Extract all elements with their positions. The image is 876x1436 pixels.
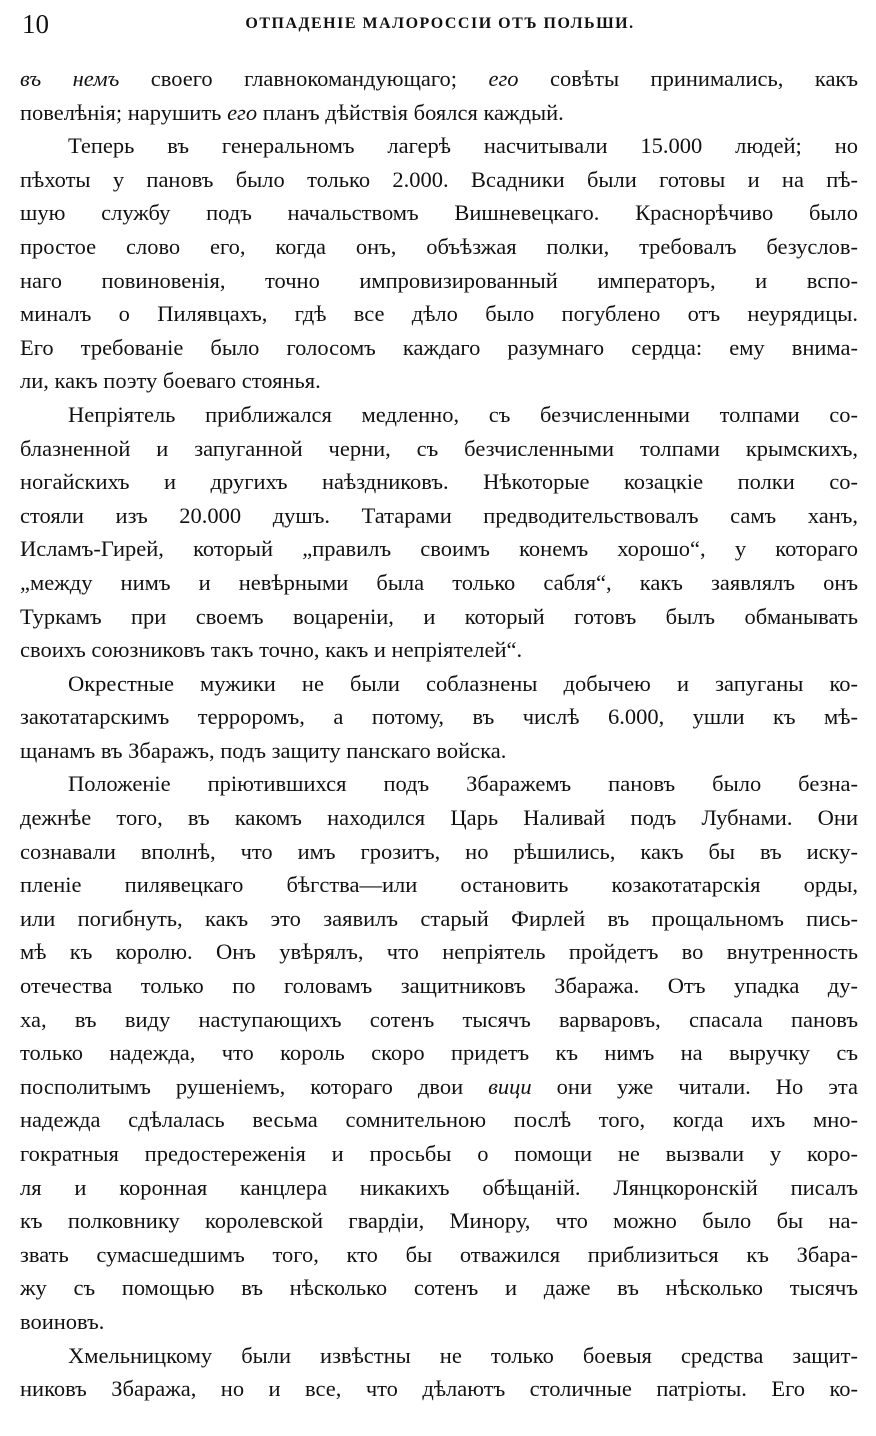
italic-text: въ немъ [20, 66, 120, 91]
text-line: миналъ о Пилявцахъ, гдѣ все дѣло было погублено отъ неурядицы. [20, 301, 858, 327]
italic-text: его [227, 99, 258, 125]
text-line: повелѣнія; нарушить его планъ дѣйствія боялся каждый. [20, 99, 564, 125]
text-line: Окрестные мужики не были соблазнены добычею и запуганы ко- [68, 670, 858, 696]
text-line: Хмельницкому были извѣстны не только боевыя средства защит- [68, 1342, 858, 1368]
text-line: щанамъ въ Збаражъ, подъ защиту панскаго войска. [20, 737, 507, 763]
text-line: простое слово его, когда онъ, объѣзжая полки, требовалъ безуслов- [20, 233, 858, 259]
page-number: 10 [22, 8, 49, 39]
text-line: Непріятель приближался медленно, съ безчисленными толпами со- [68, 401, 858, 427]
text-line: пленіе пилявецкаго бѣгства—или остановить козакотатарскія орды, [20, 872, 858, 898]
text-line: Его требованіе было голосомъ каждаго разумнаго сердца: ему внима- [20, 334, 858, 360]
text-line: жу съ помощью въ нѣсколько сотенъ и даже въ нѣсколько тысячъ [20, 1275, 858, 1301]
text-line: пѣхоты у пановъ было только 2.000. Всадники были готовы и на пѣ- [20, 166, 858, 192]
italic-text: вици [488, 1073, 532, 1099]
text-line: стояли изъ 20.000 душъ. Татарами предводительствовалъ самъ ханъ, [20, 502, 858, 528]
text-line: къ полковнику королевской гвардіи, Минору, что можно было бы на- [20, 1208, 858, 1234]
text-line: гократныя предостереженія и просьбы о помощи не вызвали у коро- [20, 1141, 858, 1166]
text-line: или погибнуть, какъ это заявилъ старый Фирлей въ прощальномъ пись- [20, 905, 858, 931]
text-line: отечества только по головамъ защитниковъ Збаража. Отъ упадка ду- [20, 973, 858, 999]
text-line: Исламъ-Гирей, который „правилъ своимъ конемъ хорошо“, у котораго [20, 536, 858, 562]
text-line: закотатарскимъ терроромъ, а потому, въ числѣ 6.000, ушли къ мѣ- [20, 704, 858, 730]
text-line: ха, въ виду наступающихъ сотенъ тысячъ варваровъ, спасала пановъ [20, 1006, 858, 1032]
text-line: наго повиновенія, точно импровизированный императоръ, и вспо- [20, 267, 858, 293]
text-line: посполитымъ рушеніемъ, котораго двои вици они уже читали. Но эта [20, 1073, 858, 1099]
text-line: дежнѣе того, въ какомъ находился Царь Наливай подъ Лубнами. Они [20, 805, 858, 831]
text-line: Теперь въ генеральномъ лагерѣ насчитывали 15.000 людей; но [68, 133, 858, 159]
text-line: только надежда, что король скоро придетъ къ нимъ на выручку съ [20, 1040, 858, 1066]
body-text [20, 62, 858, 1406]
text-line: ля и коронная канцлера никакихъ обѣщаній. Лянцкоронскій писалъ [20, 1174, 858, 1200]
text-line: „между нимъ и невѣрными была только сабля“, какъ заявлялъ онъ [20, 569, 858, 595]
text-line: мѣ къ королю. Онъ увѣрялъ, что непріятель пройдетъ во внутренность [20, 939, 858, 965]
text-line: ли, какъ поэту боеваго стоянья. [20, 368, 321, 394]
text-line: никовъ Збаража, но и все, что дѣлаютъ столичные патріоты. Его ко- [20, 1376, 858, 1402]
text-line: Туркамъ при своемъ воцареніи, и который готовъ былъ обманывать [20, 603, 858, 629]
text-line: ногайскихъ и другихъ наѣздниковъ. Нѣкоторые козацкіе полки со- [20, 469, 858, 495]
text-line: Положеніе пріютившихся подъ Збаражемъ пановъ было безна- [68, 771, 858, 797]
text-line: шую службу подъ начальствомъ Вишневецкаго. Краснорѣчиво было [20, 200, 858, 226]
running-title: ОТПАДЕНІЕ МАЛОРОССІИ ОТЪ ПОЛЬШИ. [245, 15, 635, 32]
page-header [22, 6, 858, 42]
text-line: блазненной и запуганной черни, съ безчисленными толпами крымскихъ, [20, 435, 858, 461]
text-line: въ немъ своего главнокомандующаго; его совѣты принимались, какъ [20, 66, 858, 91]
text-line: надежда сдѣлалась весьма сомнительною послѣ того, когда ихъ мно- [20, 1107, 858, 1133]
text-line: звать сумасшедшимъ того, кто бы отважился приблизиться къ Збара- [20, 1241, 858, 1267]
text-line: сознавали вполнѣ, что имъ грозитъ, но рѣшились, какъ бы въ иску- [20, 838, 858, 864]
text-line: воиновъ. [20, 1308, 105, 1334]
italic-text: его [488, 66, 519, 91]
text-line: своихъ союзниковъ такъ точно, какъ и непріятелей“. [20, 637, 523, 663]
